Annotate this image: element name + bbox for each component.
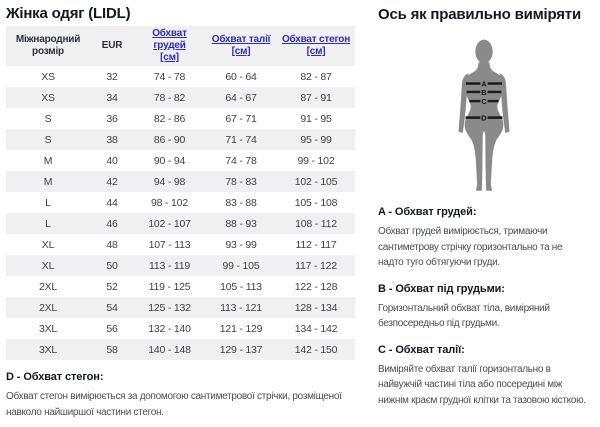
section-hips — [6, 371, 355, 420]
table-cell: 3XL — [38, 322, 58, 335]
table-cell: 122 - 128 — [294, 280, 338, 293]
table-cell: 134 - 142 — [294, 322, 338, 335]
section-chest — [378, 206, 590, 271]
table-cell: 140 - 148 — [148, 343, 191, 356]
table-cell: 46 — [106, 217, 118, 230]
table-cell: 71 - 74 — [225, 133, 257, 146]
body-silhouette-icon — [453, 39, 515, 194]
table-cell: 113 - 121 — [220, 301, 262, 314]
table-row — [6, 276, 355, 297]
table-cell: 128 - 134 — [294, 301, 338, 314]
page-title: Жінка одяг (LIDL) — [6, 5, 131, 22]
table-cell: 56 — [106, 322, 118, 335]
table-row — [6, 66, 355, 87]
table-cell: 102 - 107 — [148, 217, 191, 230]
table-row — [6, 171, 355, 192]
table-cell: 38 — [106, 133, 118, 146]
table-cell: 102 - 105 — [294, 175, 338, 188]
table-cell: 44 — [106, 196, 118, 209]
table-cell: 83 - 88 — [225, 196, 257, 209]
table-cell: 142 - 150 — [294, 343, 338, 356]
table-cell: 99 - 102 — [297, 154, 335, 167]
table-cell: 34 — [106, 91, 118, 104]
table-cell: 74 - 78 — [153, 70, 186, 83]
table-row — [6, 339, 355, 360]
table-cell: 60 - 64 — [225, 70, 257, 83]
table-cell: L — [45, 196, 51, 209]
band-d — [466, 116, 481, 119]
band-letter-c: C — [481, 97, 487, 107]
table-cell: 2XL — [38, 280, 58, 293]
table-cell: 74 - 78 — [225, 154, 257, 167]
band-letter-a: A — [481, 79, 487, 89]
table-cell: 88 - 93 — [225, 217, 257, 230]
table-row — [6, 255, 355, 276]
size-table-header-row — [6, 26, 355, 66]
table-cell: L — [45, 217, 51, 230]
table-cell: 95 - 99 — [300, 133, 332, 146]
table-cell: 78 - 83 — [225, 175, 257, 188]
table-row — [6, 213, 355, 234]
table-cell: 87 - 91 — [300, 91, 332, 104]
table-cell: S — [44, 112, 52, 125]
table-cell: 58 — [106, 343, 118, 356]
table-cell: 90 - 94 — [153, 154, 186, 167]
table-cell: 42 — [106, 175, 118, 188]
table-row — [6, 108, 355, 129]
section-underbust-body: Горизонтальний обхват тіла, виміряний безпосередньо під грудьми. — [378, 302, 550, 329]
table-cell: 50 — [106, 259, 118, 272]
band-b — [467, 91, 481, 93]
section-waist-body: Виміряйте обхват талії горизонтально в найвужчій частині тіла або посередині між нижнім краєм грудної клітки та тазовою кісткою. — [378, 363, 586, 406]
size-table-head — [6, 26, 355, 66]
table-cell: 113 - 119 — [148, 259, 190, 272]
column-header-link[interactable]: Обхват талії [см] — [205, 26, 277, 66]
table-cell: 82 - 87 — [300, 70, 332, 83]
table-cell: 121 - 129 — [219, 322, 263, 335]
table-cell: 40 — [106, 154, 118, 167]
band-letter-d: D — [481, 113, 487, 123]
table-cell: 132 - 140 — [148, 322, 191, 335]
table-row — [6, 234, 355, 255]
measurement-figure — [378, 39, 590, 194]
size-table — [6, 26, 355, 360]
table-cell: 94 - 98 — [153, 175, 186, 188]
size-table-body — [6, 66, 355, 360]
table-cell: 129 - 137 — [219, 343, 263, 356]
table-cell: 36 — [106, 112, 118, 125]
table-cell: 52 — [106, 280, 118, 293]
table-row — [6, 318, 355, 339]
table-cell: S — [44, 133, 52, 146]
table-cell: 105 - 108 — [294, 196, 338, 209]
table-cell: 98 - 102 — [151, 196, 188, 209]
table-cell: 117 - 122 — [295, 259, 337, 272]
table-cell: XS — [41, 91, 55, 104]
band-letter-b: B — [481, 87, 487, 97]
table-cell: 67 - 71 — [225, 112, 257, 125]
table-row — [6, 297, 355, 318]
section-chest-heading: A - Обхват грудей: — [378, 206, 477, 218]
table-cell: 82 - 86 — [153, 112, 186, 125]
measure-title: Ось як правильно виміряти — [378, 6, 581, 23]
table-row — [6, 150, 355, 171]
table-cell: M — [43, 175, 53, 188]
table-cell: M — [43, 154, 53, 167]
section-chest-body: Обхват грудей вимірюється, тримаючи сантиметрову стрічку горизонтально та не надто туго обтягуючи груди. — [378, 226, 563, 268]
section-waist — [378, 344, 590, 409]
table-cell: 54 — [106, 301, 118, 314]
band-a — [466, 82, 481, 84]
section-underbust-heading: B - Обхват під грудьми: — [378, 282, 505, 295]
table-cell: XL — [41, 238, 55, 251]
section-underbust — [378, 283, 590, 332]
column-header-link[interactable]: Обхват стегон [см] — [277, 26, 355, 66]
table-cell: 32 — [106, 70, 118, 83]
table-cell: 99 - 105 — [222, 259, 260, 272]
measurement-guide-panel — [360, 0, 600, 427]
table-cell: 112 - 117 — [295, 238, 337, 251]
section-waist-heading: C - Обхват талії: — [378, 343, 465, 356]
table-cell: 78 - 82 — [153, 91, 186, 104]
table-row — [6, 87, 355, 108]
section-hips-body: Обхват стегон вимірюється за допомогою сантиметрової стрічки, розміщеної навколо найширшої частини стегон. — [6, 391, 342, 418]
table-cell: 91 - 95 — [300, 112, 332, 125]
column-header: EUR — [90, 26, 134, 66]
band-c — [469, 100, 480, 102]
table-cell: 108 - 112 — [295, 217, 337, 230]
table-cell: XS — [41, 70, 55, 83]
table-cell: 2XL — [38, 301, 58, 314]
table-cell: 107 - 113 — [148, 238, 191, 251]
table-row — [6, 129, 355, 150]
section-hips-heading: D - Обхват стегон: — [6, 371, 104, 383]
table-row — [6, 192, 355, 213]
table-cell: 105 - 113 — [220, 280, 262, 293]
table-cell: 125 - 132 — [148, 301, 191, 314]
table-cell: 64 - 67 — [225, 91, 257, 104]
table-cell: 3XL — [38, 343, 58, 356]
column-header-link[interactable]: Обхват грудей [см] — [134, 26, 205, 66]
table-cell: 48 — [106, 238, 118, 251]
table-cell: 119 - 125 — [148, 280, 191, 293]
table-cell: XL — [41, 259, 55, 272]
table-cell: 93 - 99 — [225, 238, 257, 251]
column-header: Міжнародний розмір — [6, 26, 90, 66]
table-cell: 86 - 90 — [153, 133, 186, 146]
